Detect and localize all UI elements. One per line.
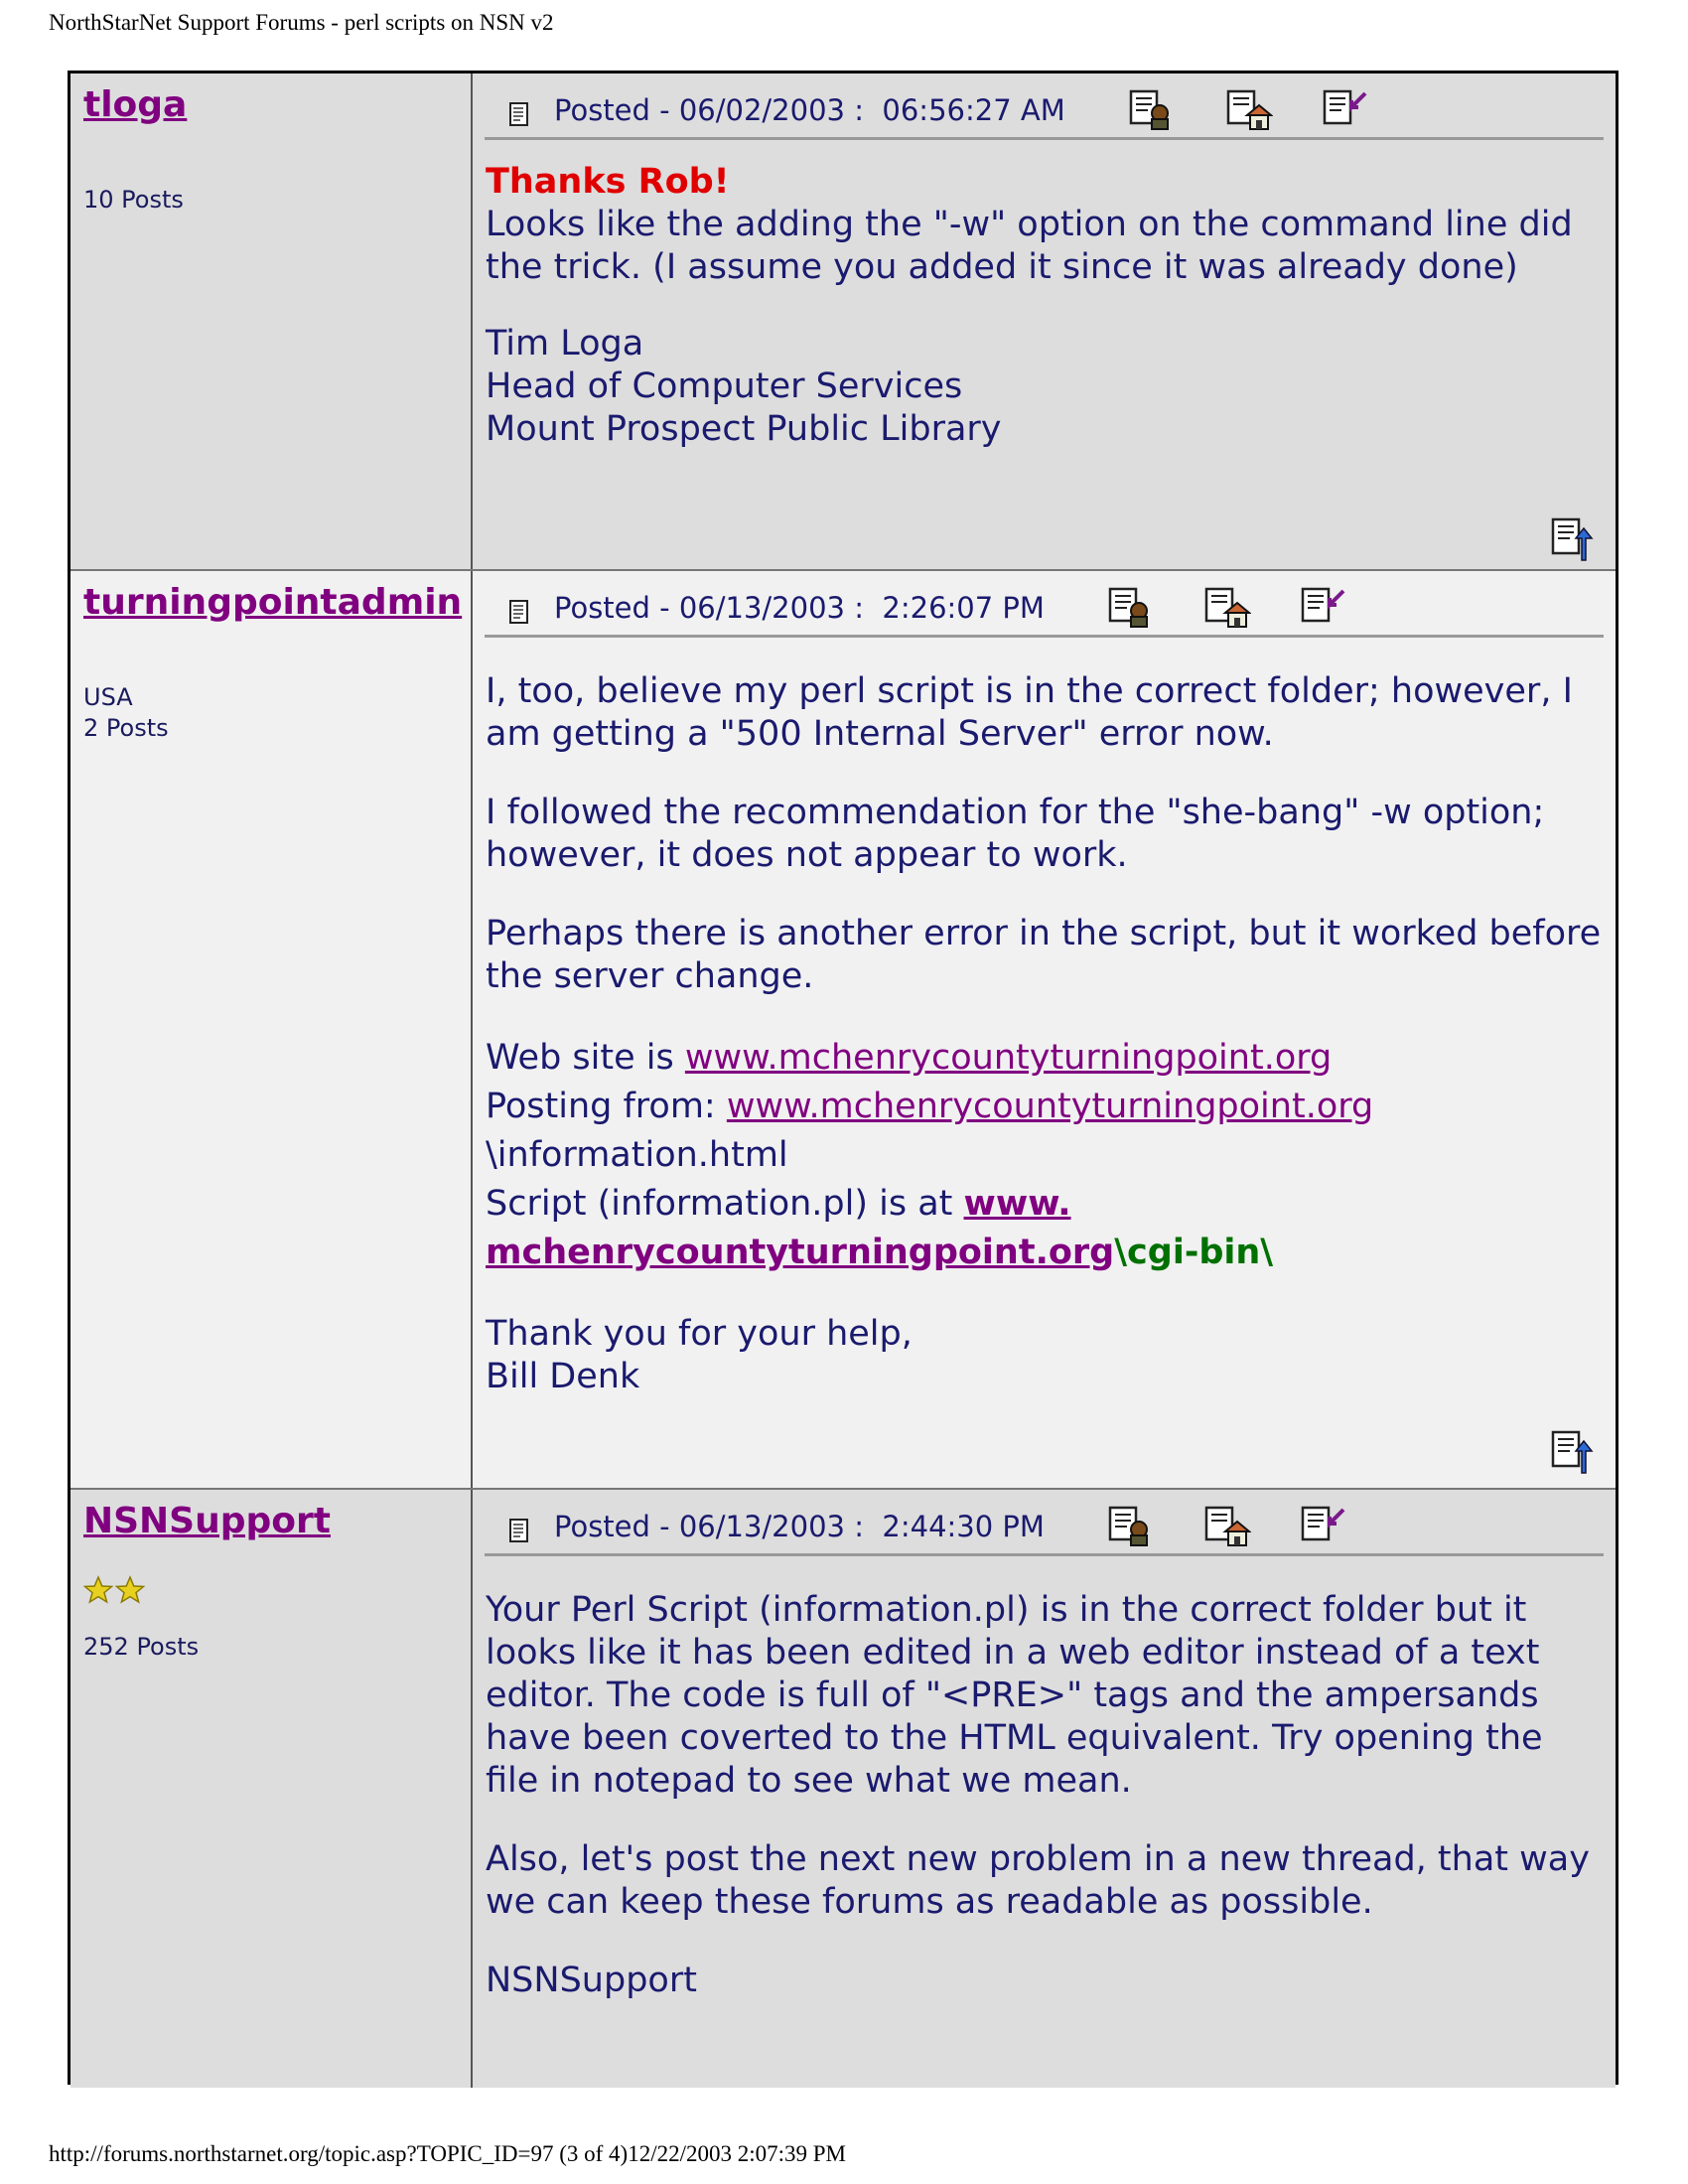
author-post-count: 2 Posts xyxy=(83,714,169,742)
rank-stars xyxy=(83,1575,147,1609)
script-link-part[interactable]: mchenrycountyturningpoint.org xyxy=(486,1233,1115,1272)
author-meta xyxy=(83,682,169,744)
back-to-top-icon[interactable] xyxy=(1550,1429,1594,1475)
posting-label: Posting from: xyxy=(486,1087,727,1126)
author-name-link[interactable]: NSNSupport xyxy=(83,1501,331,1541)
signature-line: Mount Prospect Public Library xyxy=(486,409,1002,449)
author-post-count: 10 Posts xyxy=(83,186,184,214)
post-row xyxy=(70,571,1616,1490)
star-icon xyxy=(115,1575,145,1605)
script-label: Script (information.pl) is at xyxy=(486,1184,964,1224)
author-cell xyxy=(70,73,473,569)
message-signature: NSNSupport xyxy=(486,1961,697,2000)
reply-quote-icon[interactable] xyxy=(1322,87,1369,131)
author-name-link[interactable]: tloga xyxy=(83,84,188,125)
message-cell xyxy=(473,571,1616,1488)
author-profile-icon[interactable] xyxy=(1107,1504,1155,1547)
closing-line: Thank you for your help, xyxy=(486,1314,913,1354)
reply-quote-icon[interactable] xyxy=(1300,585,1347,629)
author-name-link[interactable]: turningpointadmin xyxy=(83,582,463,623)
closing-line: Bill Denk xyxy=(486,1357,640,1396)
homepage-icon[interactable] xyxy=(1203,1504,1251,1547)
message-paragraph: Looks like the adding the "-w" option on the command line did the trick. (I assume you added it since it was already done) xyxy=(486,205,1573,287)
posting-suffix: \information.html xyxy=(486,1135,788,1175)
page-footer-url: http://forums.northstarnet.org/topic.asp?TOPIC_ID=97 (3 of 4)12/22/2003 2:07:39 PM xyxy=(49,2141,847,2166)
signature-line: Tim Loga xyxy=(486,324,644,364)
homepage-icon[interactable] xyxy=(1225,87,1273,131)
message-paragraph: I followed the recommendation for the "she-bang" -w option; however, it does not appear to work. xyxy=(486,793,1545,875)
posting-link[interactable]: www.mchenrycountyturningpoint.org xyxy=(726,1087,1374,1126)
message-body xyxy=(486,161,1588,487)
post-header xyxy=(485,85,1604,140)
author-profile-icon[interactable] xyxy=(1128,87,1176,131)
post-row xyxy=(70,73,1616,571)
message-body xyxy=(486,1589,1603,2038)
message-paragraph: Also, let's post the next new problem in a new thread, that way we can keep these forums as readable as possible. xyxy=(486,1839,1590,1922)
author-profile-icon[interactable] xyxy=(1107,585,1155,629)
document-icon xyxy=(508,599,530,625)
closing-block xyxy=(486,1313,1603,1398)
author-location: USA xyxy=(83,683,133,711)
back-to-top-icon[interactable] xyxy=(1550,516,1594,562)
posted-timestamp: Posted - 06/02/2003 : 06:56:27 AM xyxy=(554,93,1065,127)
document-icon xyxy=(508,1518,530,1543)
message-cell xyxy=(473,73,1616,569)
post-header xyxy=(485,583,1604,638)
message-body xyxy=(486,670,1603,1434)
message-paragraph: I, too, believe my perl script is in the correct folder; however, I am getting a "500 Internal Server" error now. xyxy=(486,671,1573,754)
website-label: Web site is xyxy=(486,1038,685,1078)
posted-timestamp: Posted - 06/13/2003 : 2:44:30 PM xyxy=(554,1510,1045,1543)
author-post-count: 252 Posts xyxy=(83,1633,200,1661)
message-cell xyxy=(473,1490,1616,2088)
posted-timestamp: Posted - 06/13/2003 : 2:26:07 PM xyxy=(554,591,1045,625)
author-cell xyxy=(70,1490,473,2088)
link-block xyxy=(486,1034,1603,1277)
author-cell xyxy=(70,571,473,1488)
page-header: NorthStarNet Support Forums - perl scripts on NSN v2 xyxy=(49,10,554,35)
script-path-suffix: \cgi-bin\ xyxy=(1114,1233,1274,1272)
signature-block xyxy=(486,323,1588,451)
website-link[interactable]: www.mchenrycountyturningpoint.org xyxy=(684,1038,1333,1078)
post-row xyxy=(70,1490,1616,2088)
message-heading: Thanks Rob! xyxy=(486,162,730,202)
script-link-part[interactable]: www. xyxy=(963,1184,1071,1224)
document-icon xyxy=(508,101,530,127)
star-icon xyxy=(83,1575,113,1605)
message-paragraph: Your Perl Script (information.pl) is in the correct folder but it looks like it has been edited in a web editor instead of a text editor. The code is full of "<PRE>" tags and the ampersands have been coverted to the HTML equivalent. Try opening the file in notepad to see what we mean. xyxy=(486,1590,1543,1801)
reply-quote-icon[interactable] xyxy=(1300,1504,1347,1547)
post-header xyxy=(485,1502,1604,1556)
signature-line: Head of Computer Services xyxy=(486,366,963,406)
message-paragraph: Perhaps there is another error in the script, but it worked before the server change. xyxy=(486,914,1602,996)
forum-topic-table xyxy=(68,71,1618,2085)
homepage-icon[interactable] xyxy=(1203,585,1251,629)
